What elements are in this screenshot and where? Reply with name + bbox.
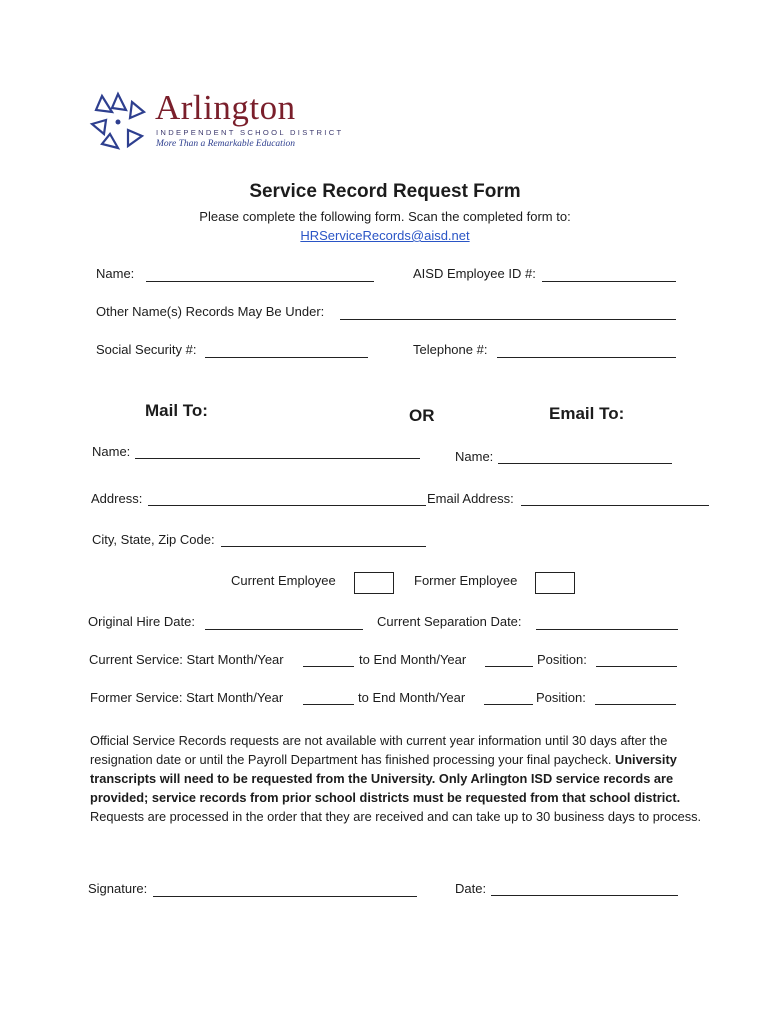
date-field[interactable] <box>491 895 678 896</box>
former-employee-checkbox[interactable] <box>535 572 575 594</box>
email-name-label: Name: <box>455 449 494 464</box>
current-employee-checkbox[interactable] <box>354 572 394 594</box>
name-label: Name: <box>96 266 135 281</box>
city-state-zip-field[interactable] <box>221 546 426 547</box>
former-service-end-field[interactable] <box>484 704 533 705</box>
former-employee-label: Former Employee <box>414 573 518 588</box>
email-address-label: Email Address: <box>427 491 514 506</box>
former-position-label: Position: <box>536 690 586 705</box>
email-to-heading: Email To: <box>549 404 625 423</box>
mail-name-label: Name: <box>92 444 131 459</box>
address-field[interactable] <box>148 505 426 506</box>
or-label: OR <box>409 406 435 425</box>
ssn-label: Social Security #: <box>96 342 197 357</box>
former-service-end-label: to End Month/Year <box>358 690 466 705</box>
former-position-field[interactable] <box>595 704 676 705</box>
star-emblem-icon <box>88 90 152 152</box>
signature-label: Signature: <box>88 881 148 896</box>
hire-date-label: Original Hire Date: <box>88 614 195 629</box>
former-service-start-label: Former Service: Start Month/Year <box>90 690 284 705</box>
current-position-field[interactable] <box>596 666 677 667</box>
employee-id-label: AISD Employee ID #: <box>413 266 536 281</box>
current-position-label: Position: <box>537 652 587 667</box>
hire-date-field[interactable] <box>205 629 363 630</box>
signature-field[interactable] <box>153 896 417 897</box>
name-field[interactable] <box>146 281 374 282</box>
form-title: Service Record Request Form <box>249 181 521 202</box>
former-service-start-field[interactable] <box>303 704 354 705</box>
date-label: Date: <box>455 881 487 896</box>
logo-tagline: More Than a Remarkable Education <box>156 139 295 149</box>
other-names-label: Other Name(s) Records May Be Under: <box>96 304 325 319</box>
current-service-end-label: to End Month/Year <box>359 652 467 667</box>
separation-date-field[interactable] <box>536 629 678 630</box>
email-address-field[interactable] <box>521 505 709 506</box>
city-state-zip-label: City, State, Zip Code: <box>92 532 215 547</box>
mail-name-field[interactable] <box>135 458 420 459</box>
current-service-end-field[interactable] <box>485 666 533 667</box>
address-label: Address: <box>91 491 143 506</box>
telephone-label: Telephone #: <box>413 342 488 357</box>
separation-date-label: Current Separation Date: <box>377 614 522 629</box>
notice-text-1: Official Service Records requests are not available with current year information until 30 days after the resignation date or until the Payroll Department has finished processing your final paycheck. <box>90 733 668 767</box>
logo-subtitle: INDEPENDENT SCHOOL DISTRICT <box>156 128 344 137</box>
notice-bold-text: University transcripts will need to be requested from the University. Only Arlington ISD service records are provided; service records from prior school districts must be requested from that school district. <box>90 752 681 805</box>
email-name-field[interactable] <box>498 463 672 464</box>
mail-to-heading: Mail To: <box>145 401 208 420</box>
current-employee-label: Current Employee <box>231 573 336 588</box>
telephone-field[interactable] <box>497 357 676 358</box>
notice-paragraph <box>90 731 730 826</box>
notice-text-2: Requests are processed in the order that they are received and can take up to 30 business days to process. <box>90 809 702 824</box>
employee-id-field[interactable] <box>542 281 676 282</box>
current-service-start-label: Current Service: Start Month/Year <box>89 652 284 667</box>
current-service-start-field[interactable] <box>303 666 354 667</box>
form-instructions: Please complete the following form. Scan the completed form to: <box>199 209 571 224</box>
ssn-field[interactable] <box>205 357 368 358</box>
logo-wordmark: Arlington <box>155 88 296 127</box>
email-link[interactable]: HRServiceRecords@aisd.net <box>300 228 470 243</box>
other-names-field[interactable] <box>340 319 676 320</box>
